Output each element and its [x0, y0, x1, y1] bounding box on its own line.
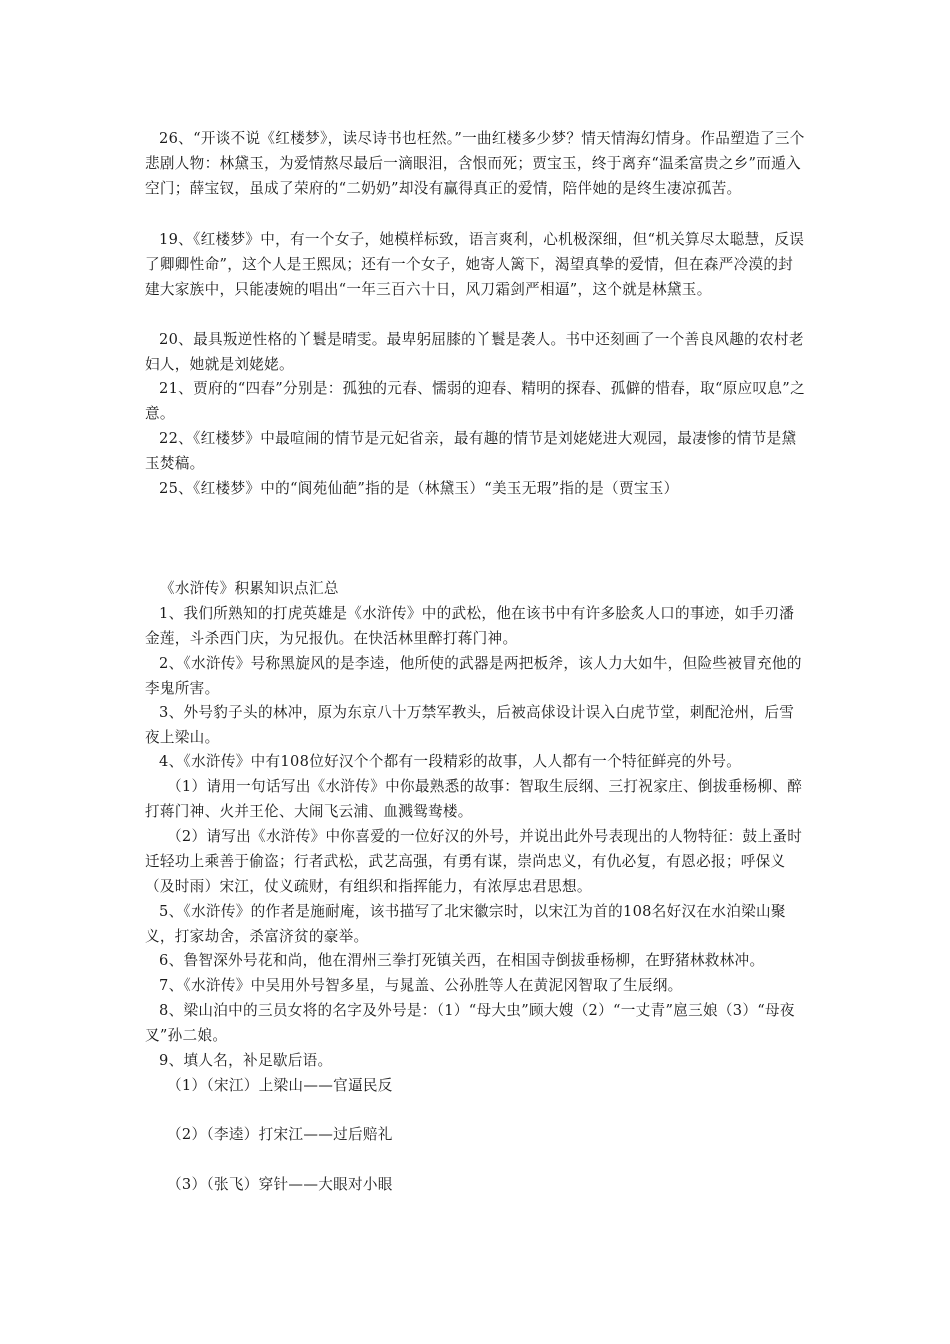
honglou-paragraph-26: 26、“开谈不说《红楼梦》，读尽诗书也枉然。”一曲红楼多少梦？情天情海幻情身。作品塑造了三个悲剧人物：林黛玉，为爱情熬尽最后一滴眼泪，含恨而死；贾宝玉，终于离弃“温柔富贵之乡”而遁入空门；薛宝钗，虽成了荣府的“二奶奶”却没有赢得真正的爱情，陪伴她的是终生凄凉孤苦。 — [145, 130, 805, 197]
honglou-paragraph-20: 20、最具叛逆性格的丫鬟是晴雯。最卑躬屈膝的丫鬟是袭人。书中还刻画了一个善良风趣的农村老妇人，她就是刘姥姥。 — [145, 331, 804, 373]
honglou-paragraph-25: 25、《红楼梦》中的“阆苑仙葩”指的是（林黛玉）“美玉无瑕”指的是（贾宝玉） — [159, 480, 679, 497]
shuihu-question-4-1: （1）请用一句话写出《水浒传》中你最熟悉的故事：智取生辰纲、三打祝家庄、倒拔垂杨柳、醉打蒋门神、火并王伦、大闹飞云浦、血溅鸳鸯楼。 — [145, 778, 803, 820]
shuihu-paragraph-8: 8、梁山泊中的三员女将的名字及外号是：（1）“母大虫”顾大嫂（2）“一丈青”扈三娘（3）“母夜叉”孙二娘。 — [145, 1002, 795, 1044]
shuihu-paragraph-6: 6、鲁智深外号花和尚，他在渭州三拳打死镇关西，在相国寺倒拔垂杨柳，在野猪林救林冲。 — [159, 952, 765, 969]
shuihu-question-4-2: （2）请写出《水浒传》中你喜爱的一位好汉的外号，并说出此外号表现出的人物特征：鼓上蚤时迁轻功上乘善于偷盗；行者武松，武艺高强，有勇有谋，崇尚忠义，有仇必复，有恩必报；呼保义（及时雨）宋江，仗义疏财，有组织和指挥能力，有浓厚忠君思想。 — [145, 828, 803, 895]
shuihu-paragraph-4: 4、《水浒传》中有108位好汉个个都有一段精彩的故事，人人都有一个特征鲜亮的外号。 — [159, 753, 742, 770]
shuihu-paragraph-5: 5、《水浒传》的作者是施耐庵，该书描写了北宋徽宗时，以宋江为首的108名好汉在水泊梁山聚义，打家劫舍，杀富济贫的豪举。 — [145, 903, 786, 945]
shuihu-section-title: 《水浒传》积累知识点汇总 — [160, 580, 339, 597]
xiehou-item-2: （2）（李逵）打宋江——过后赔礼 — [167, 1126, 393, 1143]
honglou-paragraph-22: 22、《红楼梦》中最喧闹的情节是元妃省亲，最有趣的情节是刘姥姥进大观园，最凄惨的情节是黛玉焚稿。 — [145, 430, 797, 472]
honglou-paragraph-19: 19、《红楼梦》中，有一个女子，她模样标致，语言爽利，心机极深细，但“机关算尽太聪慧，反误了卿卿性命”，这个人是王熙凤；还有一个女子，她寄人篱下，渴望真挚的爱情，但在森严冷漠的封建大家族中，只能凄婉的唱出“一年三百六十日，风刀霜剑严相逼”，这个就是林黛玉。 — [145, 231, 805, 298]
shuihu-paragraph-2: 2、《水浒传》号称黑旋风的是李逵，他所使的武器是两把板斧，该人力大如牛，但险些被冒充他的李鬼所害。 — [145, 655, 802, 697]
shuihu-paragraph-1: 1、我们所熟知的打虎英雄是《水浒传》中的武松，他在该书中有许多脍炙人口的事迹，如手刃潘金莲，斗杀西门庆，为兄报仇。在快活林里醉打蒋门神。 — [145, 605, 795, 647]
shuihu-paragraph-3: 3、外号豹子头的林冲，原为东京八十万禁军教头，后被高俅设计误入白虎节堂，刺配沧州，后雪夜上梁山。 — [145, 704, 795, 746]
xiehou-item-1: （1）（宋江）上梁山——官逼民反 — [167, 1077, 393, 1094]
shuihu-paragraph-9: 9、填人名，补足歇后语。 — [159, 1052, 333, 1069]
honglou-paragraph-21: 21、贾府的“四春”分别是：孤独的元春、懦弱的迎春、精明的探春、孤僻的惜春，取“原应叹息”之意。 — [145, 380, 805, 422]
xiehou-item-3: （3）（张飞）穿针——大眼对小眼 — [167, 1176, 393, 1193]
shuihu-paragraph-7: 7、《水浒传》中吴用外号智多星，与晁盖、公孙胜等人在黄泥冈智取了生辰纲。 — [159, 977, 683, 994]
